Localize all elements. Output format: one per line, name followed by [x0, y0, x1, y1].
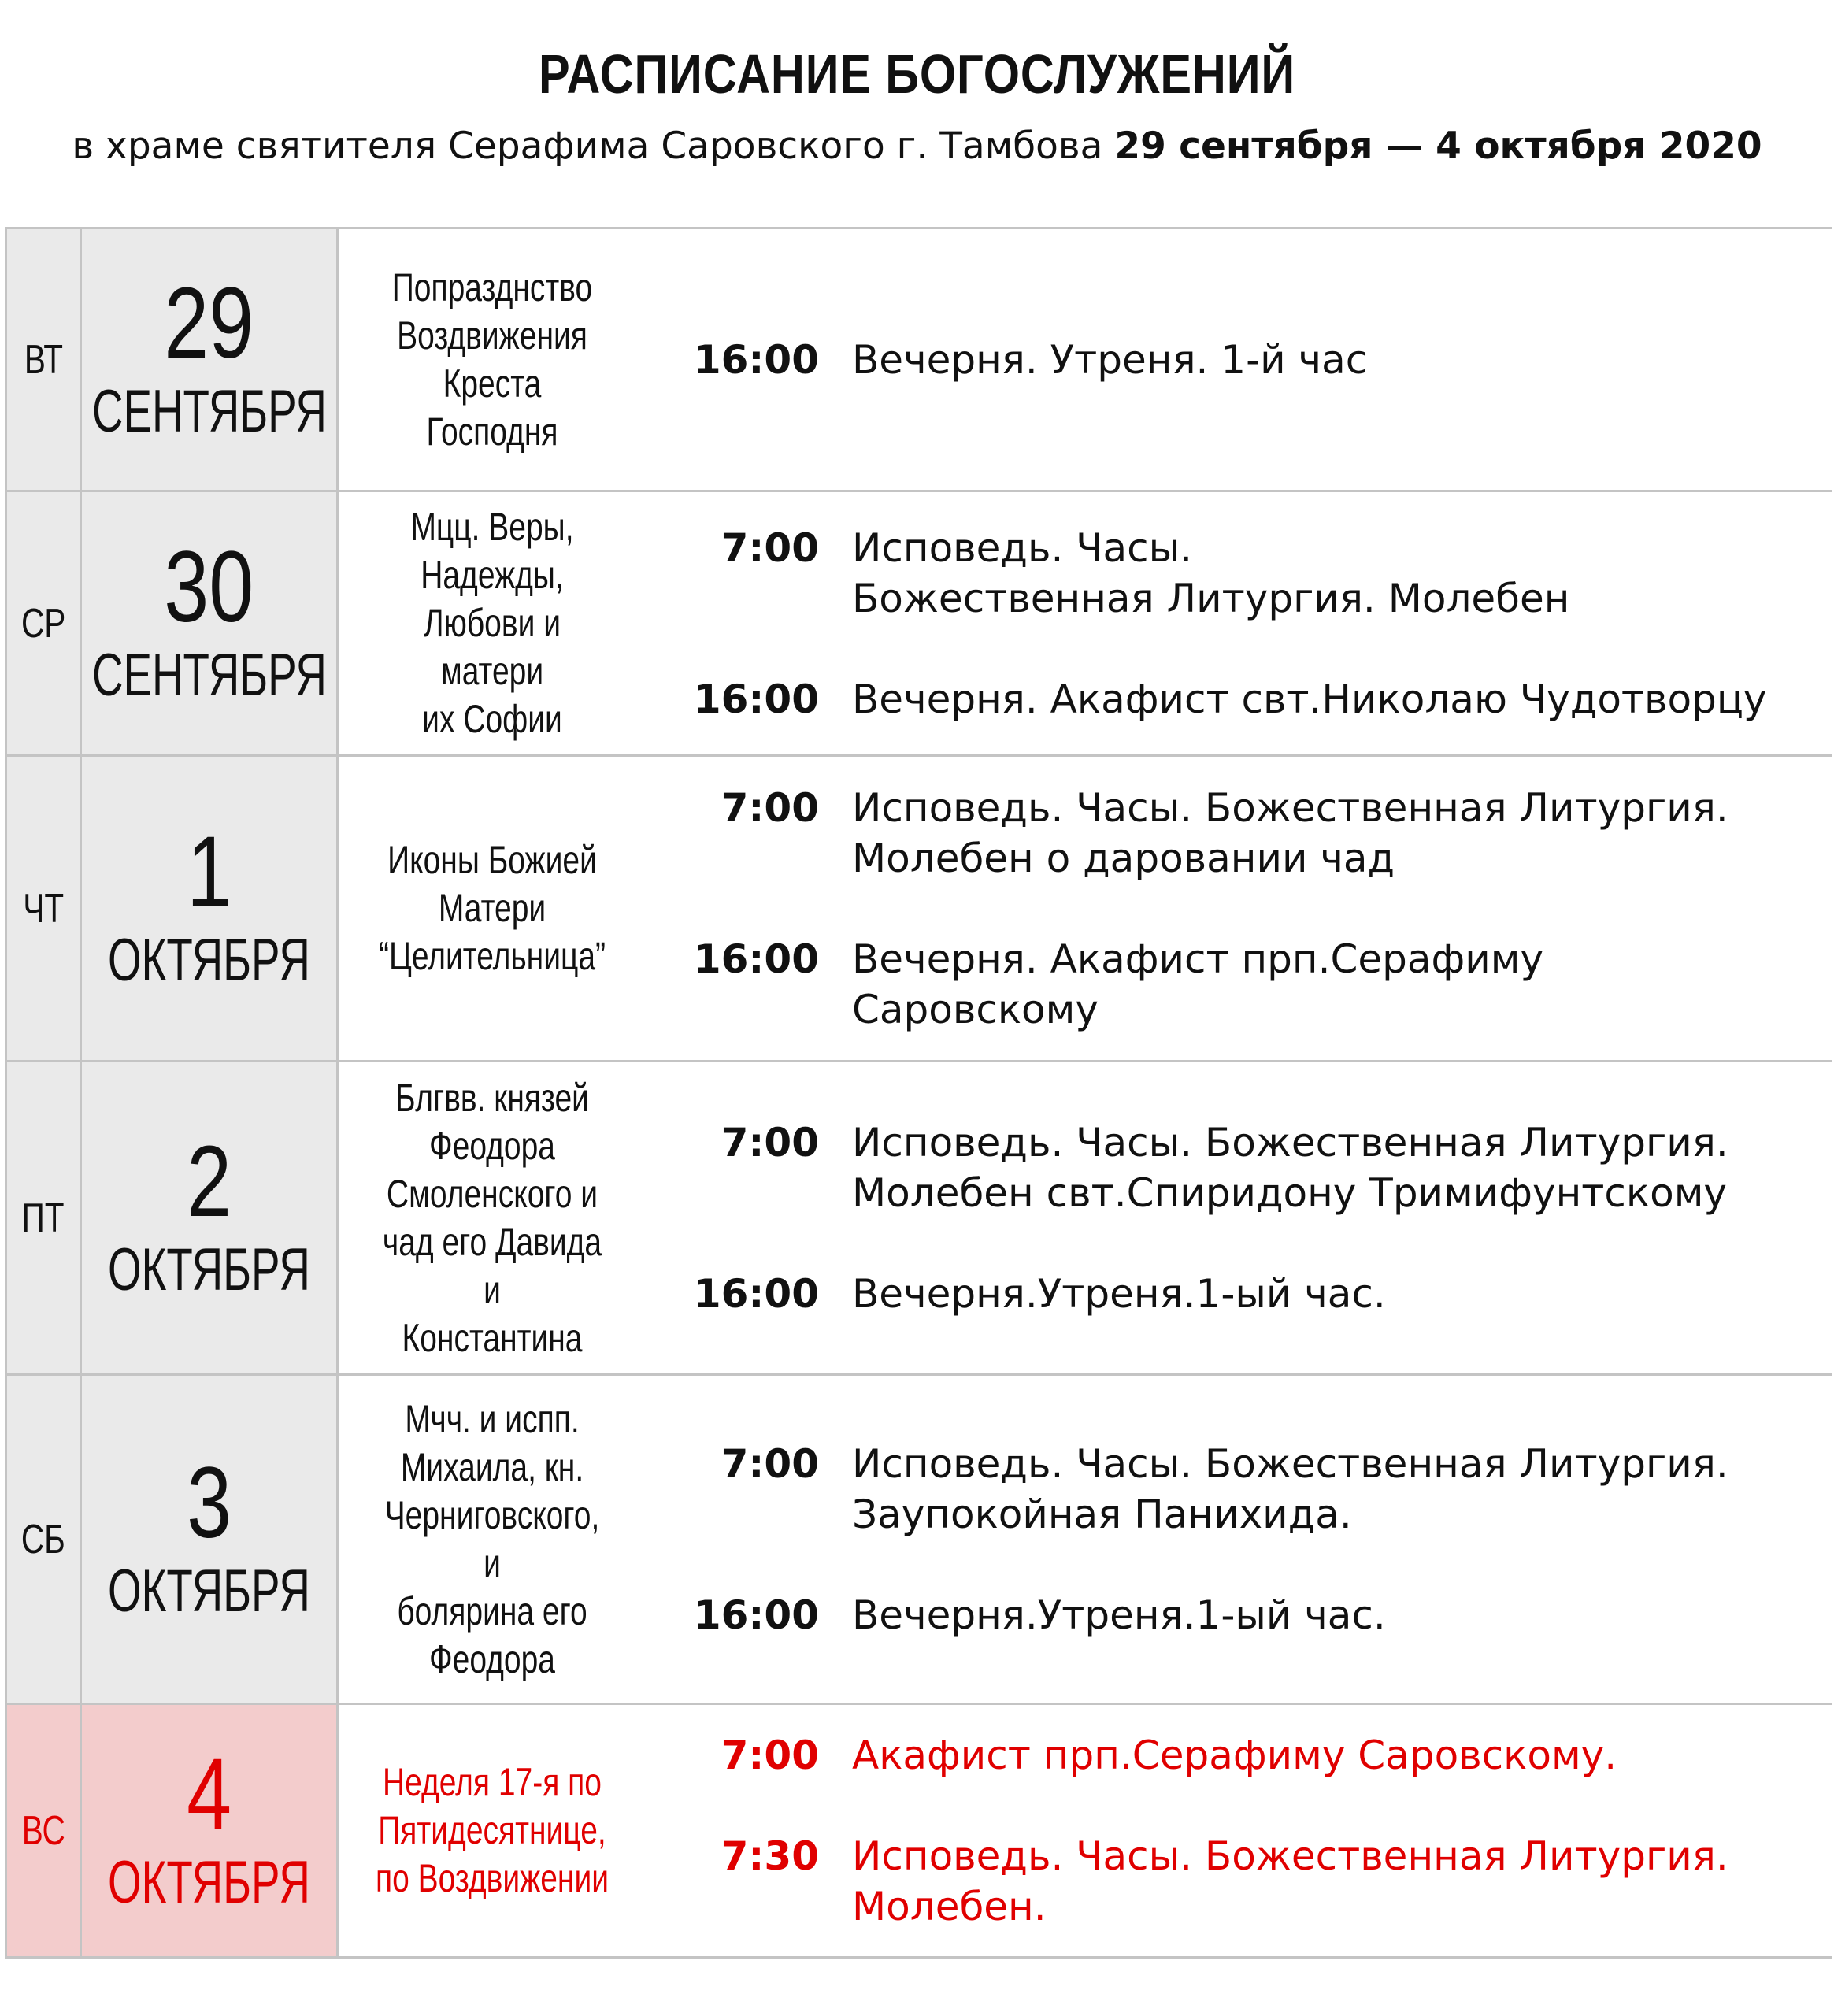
service-description: Исповедь. Часы. Божественная Литургия. Заупокойная Панихида.	[852, 1440, 1728, 1537]
service-entry	[646, 1439, 1816, 1540]
service-entry	[646, 674, 1816, 724]
day-row-wednesday	[5, 492, 1832, 757]
page-subtitle	[0, 117, 1834, 176]
services-cell	[646, 492, 1832, 754]
service-description: Вечерня. Акафист свт.Николаю Чудотворцу	[852, 676, 1767, 722]
schedule-table	[5, 227, 1832, 1959]
day-number: 2	[187, 1125, 232, 1238]
service-time: 7:00	[721, 1440, 819, 1487]
service-time: 7:00	[721, 524, 819, 571]
subtitle-dates: 29 сентября — 4 октября 2020	[1114, 124, 1762, 168]
feast-cell	[339, 757, 646, 1060]
service-description: Вечерня.Утреня.1-ый час.	[852, 1270, 1386, 1317]
feast-cell	[339, 1062, 646, 1373]
service-entry	[646, 1730, 1816, 1781]
feast-name: Иконы Божией Матери “Целительница”	[378, 838, 606, 978]
service-time: 16:00	[693, 1270, 819, 1317]
feast-name: Мчч. и испп. Михаила, кн. Черниговского, и болярина его Феодора	[384, 1396, 600, 1681]
feast-name: Попразднство Воздвижения Креста Господня	[391, 265, 593, 454]
service-description: Вечерня. Утреня. 1-й час	[852, 336, 1368, 383]
day-number: 30	[164, 530, 254, 643]
services-cell	[646, 1062, 1832, 1373]
day-row-thursday	[5, 757, 1832, 1062]
month-name: ОКТЯБРЯ	[108, 926, 310, 994]
services-cell	[646, 1705, 1832, 1956]
month-name: СЕНТЯБРЯ	[91, 377, 327, 445]
service-description: Вечерня. Акафист прп.Серафиму Саровскому	[852, 936, 1544, 1032]
service-entry	[646, 783, 1816, 884]
feast-name: Блгвв. князей Феодора Смоленского и чад его Давида и Константина	[382, 1075, 602, 1360]
service-time: 7:30	[721, 1833, 819, 1879]
service-description: Акафист прп.Серафиму Саровскому.	[852, 1732, 1617, 1778]
service-entry	[646, 1117, 1816, 1218]
month-name: ОКТЯБРЯ	[108, 1236, 310, 1303]
service-description: Исповедь. Часы. Божественная Литургия. Молебен свт.Спиридону Тримифунтскому	[852, 1119, 1728, 1216]
service-entry	[646, 1269, 1816, 1319]
day-of-week: ВТ	[5, 229, 82, 490]
service-entry	[646, 1831, 1816, 1932]
service-description: Вечерня.Утреня.1-ый час.	[852, 1592, 1386, 1638]
feast-cell	[339, 1376, 646, 1703]
day-of-week: СБ	[5, 1376, 82, 1703]
day-number: 3	[187, 1446, 232, 1559]
service-time: 16:00	[693, 1592, 819, 1638]
feast-cell	[339, 229, 646, 490]
month-name: СЕНТЯБРЯ	[91, 641, 327, 709]
feast-name: Мцц. Веры, Надежды, Любови и матери их Софии	[410, 505, 574, 741]
service-entry	[646, 335, 1816, 385]
page-title: РАСПИСАНИЕ БОГОСЛУЖЕНИЙ	[539, 43, 1295, 105]
day-number: 4	[187, 1737, 232, 1851]
date-cell	[82, 1376, 339, 1703]
service-time: 7:00	[721, 1119, 819, 1166]
service-description: Исповедь. Часы. Божественная Литургия. Молебен.	[852, 1833, 1728, 1929]
feast-name: Неделя 17-я по Пятидесятнице, по Воздвижении	[375, 1760, 609, 1900]
service-entry	[646, 1590, 1816, 1640]
month-name: ОКТЯБРЯ	[108, 1848, 310, 1916]
day-number: 29	[164, 266, 254, 380]
date-cell	[82, 229, 339, 490]
date-cell	[82, 492, 339, 754]
service-time: 16:00	[693, 936, 819, 982]
service-time: 16:00	[693, 676, 819, 722]
services-cell	[646, 1376, 1832, 1703]
services-cell	[646, 757, 1832, 1060]
service-entry	[646, 523, 1816, 624]
service-time: 7:00	[721, 784, 819, 831]
service-time: 16:00	[693, 336, 819, 383]
feast-cell	[339, 1705, 646, 1956]
day-row-saturday	[5, 1376, 1832, 1705]
date-cell	[82, 1705, 339, 1956]
day-of-week: ВС	[5, 1705, 82, 1956]
service-description: Исповедь. Часы. Божественная Литургия. Молебен о даровании чад	[852, 784, 1728, 881]
service-entry	[646, 934, 1816, 1035]
feast-cell	[339, 492, 646, 754]
day-row-sunday	[5, 1705, 1832, 1959]
date-cell	[82, 757, 339, 1060]
service-description: Исповедь. Часы. Божественная Литургия. Молебен	[852, 524, 1570, 621]
day-row-tuesday	[5, 229, 1832, 492]
day-of-week: СР	[5, 492, 82, 754]
day-row-friday	[5, 1062, 1832, 1376]
subtitle-church: в храме святителя Серафима Саровского г. Тамбова	[72, 124, 1115, 168]
month-name: ОКТЯБРЯ	[108, 1557, 310, 1625]
date-cell	[82, 1062, 339, 1373]
day-number: 1	[187, 815, 232, 928]
header	[0, 0, 1834, 228]
service-time: 7:00	[721, 1732, 819, 1778]
day-of-week: ЧТ	[5, 757, 82, 1060]
services-cell	[646, 229, 1832, 490]
day-of-week: ПТ	[5, 1062, 82, 1373]
